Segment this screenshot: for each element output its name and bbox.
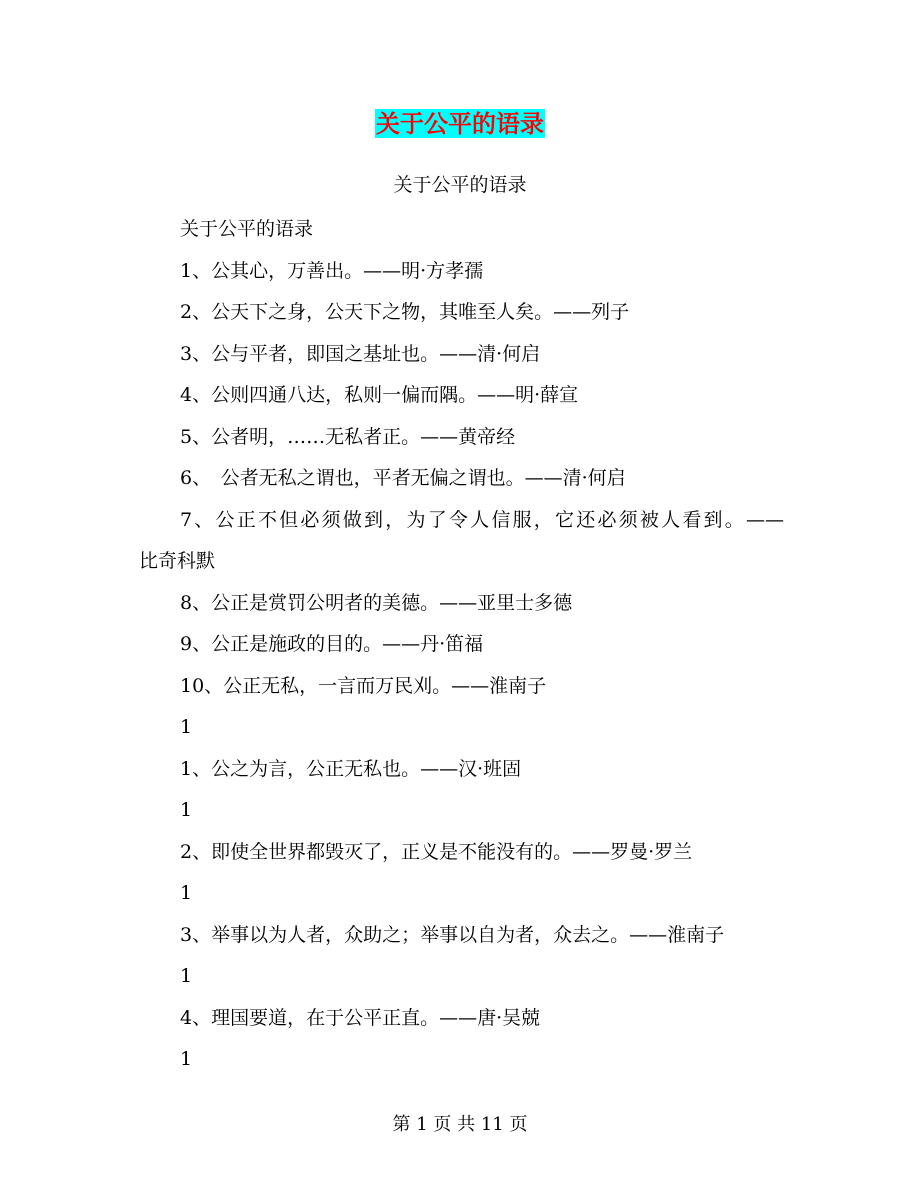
text-line: 4、理国要道，在于公平正直。——唐·吴兢 [180,1006,541,1029]
text-line: 1 [180,799,193,821]
text-line: 5、公者明，……无私者正。——黄帝经 [180,425,516,448]
text-line: 2、公天下之身，公天下之物，其唯至人矣。——列子 [180,301,630,323]
text-line: 9、公正是施政的目的。——丹·笛福 [180,633,484,655]
text-line: 1、公之为言，公正无私也。——汉·班固 [180,757,522,780]
text-line: 10、公正无私，一言而万民刈。——淮南子 [180,674,547,697]
text-line: 1 [180,882,193,904]
text-line: 1 [180,716,193,738]
text-line: 7、公正不但必须做到，为了令人信服，它还必须被人看到。—— [180,508,784,531]
text-line: 关于公平的语录 [180,218,314,240]
text-line: 1 [180,965,193,987]
text-line: 6、 公者无私之谓也，平者无偏之谓也。——清·何启 [180,467,626,489]
document-body [139,209,784,1081]
text-line: 3、公与平者，即国之基址也。——清·何启 [180,342,541,365]
text-line: 8、公正是赏罚公明者的美德。——亚里士多德 [180,591,573,614]
document-title [0,107,920,141]
text-line: 2、即使全世界都毁灭了，正义是不能没有的。——罗曼·罗兰 [180,840,693,863]
document-subtitle: 关于公平的语录 [393,174,527,196]
text-line: 1 [180,1048,193,1070]
document-title-text: 关于公平的语录 [376,109,544,138]
text-line: 4、公则四通八达，私则一偏而隅。——明·薛宣 [180,384,579,406]
page-footer: 第 1 页 共 11 页 [392,1114,528,1135]
text-line: 比奇科默 [139,550,216,572]
text-line: 1、公其心，万善出。——明·方孝孺 [180,259,484,282]
text-line: 3、举事以为人者，众助之；举事以自为者，众去之。——淮南子 [180,923,725,946]
